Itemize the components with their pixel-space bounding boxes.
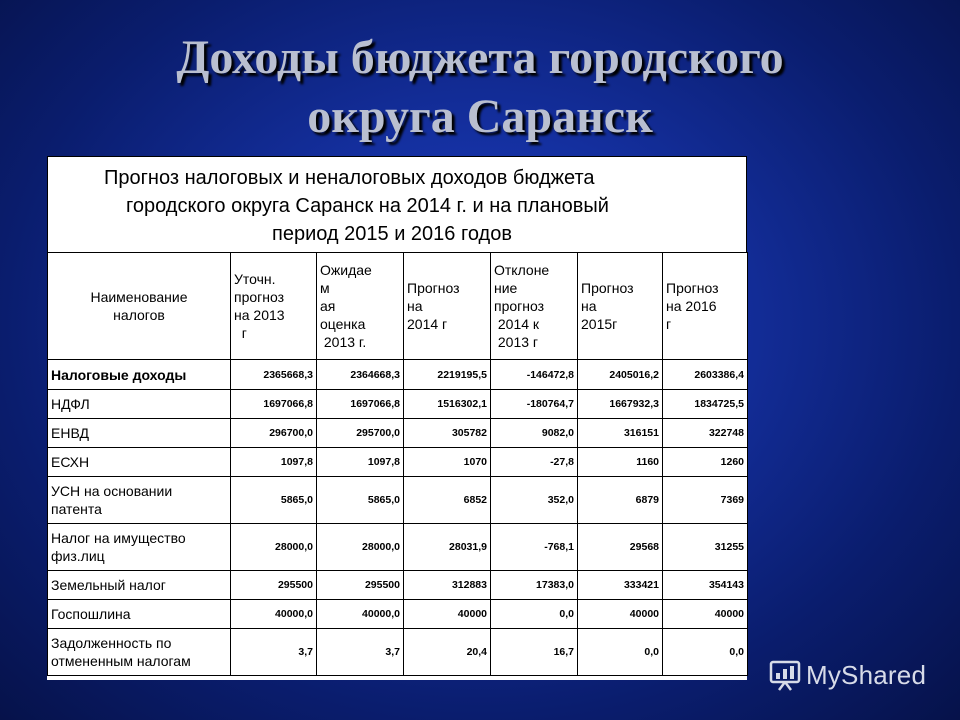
header-line: на — [407, 298, 423, 314]
header-line: Наименование — [90, 289, 188, 305]
value-cell: 2365668,3 — [231, 360, 317, 390]
table-caption — [47, 156, 747, 253]
header-tax-name — [48, 253, 231, 360]
table-row — [48, 360, 748, 390]
value-cell: 28031,9 — [404, 524, 491, 571]
value-cell: 295500 — [317, 571, 404, 600]
header-line: прогноз — [234, 289, 285, 305]
value-cell: 1516302,1 — [404, 390, 491, 419]
value-cell: 1097,8 — [231, 448, 317, 477]
header-row — [48, 253, 748, 360]
tax-name-cell — [48, 629, 231, 676]
value-cell: 7369 — [663, 477, 748, 524]
header-line: 2015г — [581, 316, 618, 332]
header-col-6 — [663, 253, 748, 360]
header-line: 2013 г — [494, 334, 539, 350]
value-cell: 1097,8 — [317, 448, 404, 477]
value-cell: 40000 — [404, 600, 491, 629]
value-cell: 28000,0 — [317, 524, 404, 571]
value-cell: 295700,0 — [317, 419, 404, 448]
value-cell: 295500 — [231, 571, 317, 600]
value-cell: 354143 — [663, 571, 748, 600]
forecast-sheet — [47, 156, 747, 680]
title-line-2: округа Саранск — [307, 90, 653, 143]
table-row — [48, 524, 748, 571]
tax-name-line: Госпошлина — [51, 606, 131, 622]
tax-name-cell — [48, 390, 231, 419]
value-cell: 0,0 — [578, 629, 663, 676]
header-line: г — [666, 316, 672, 332]
value-cell: 6879 — [578, 477, 663, 524]
presentation-board-icon — [768, 658, 802, 692]
header-col-1 — [231, 253, 317, 360]
header-col-2 — [317, 253, 404, 360]
header-line: Уточн. — [234, 271, 276, 287]
value-cell: 3,7 — [231, 629, 317, 676]
value-cell: 322748 — [663, 419, 748, 448]
table-row — [48, 419, 748, 448]
table-row — [48, 477, 748, 524]
header-line: на 2016 — [666, 298, 717, 314]
slide-title — [0, 28, 960, 147]
table-row — [48, 629, 748, 676]
value-cell: 2603386,4 — [663, 360, 748, 390]
value-cell: 40000 — [578, 600, 663, 629]
value-cell: 1160 — [578, 448, 663, 477]
watermark-text: MyShared — [806, 659, 927, 690]
tax-name-line: физ.лиц — [51, 548, 105, 564]
header-line: Отклоне — [494, 262, 550, 278]
value-cell: 352,0 — [491, 477, 578, 524]
header-col-5 — [578, 253, 663, 360]
value-cell: 2219195,5 — [404, 360, 491, 390]
tax-name-line: НДФЛ — [51, 396, 90, 412]
header-col-3 — [404, 253, 491, 360]
tax-name-cell — [48, 477, 231, 524]
value-cell: 0,0 — [663, 629, 748, 676]
value-cell: 6852 — [404, 477, 491, 524]
header-line: на 2013 — [234, 307, 285, 323]
value-cell: 305782 — [404, 419, 491, 448]
value-cell: -180764,7 — [491, 390, 578, 419]
header-line: 2013 г. — [320, 334, 367, 350]
value-cell: 1697066,8 — [231, 390, 317, 419]
header-col-4 — [491, 253, 578, 360]
tax-name-line: отмененным налогам — [51, 653, 191, 669]
tax-name-cell — [48, 448, 231, 477]
tax-name-cell — [48, 419, 231, 448]
value-cell: 333421 — [578, 571, 663, 600]
header-line: м — [320, 280, 330, 296]
value-cell: 1667932,3 — [578, 390, 663, 419]
value-cell: 31255 — [663, 524, 748, 571]
value-cell: 1070 — [404, 448, 491, 477]
caption-line-1: Прогноз налоговых и неналоговых доходов бюджета — [104, 167, 595, 189]
tax-name-line: УСН на основании — [51, 483, 173, 499]
revenue-table — [47, 252, 748, 676]
value-cell: 17383,0 — [491, 571, 578, 600]
tax-name-line: Налоговые доходы — [51, 366, 187, 383]
value-cell: 5865,0 — [231, 477, 317, 524]
value-cell: 28000,0 — [231, 524, 317, 571]
header-line: 2014 г — [407, 316, 448, 332]
table-row — [48, 600, 748, 629]
tax-name-cell — [48, 524, 231, 571]
header-line: Прогноз — [666, 280, 719, 296]
value-cell: 1260 — [663, 448, 748, 477]
tax-name-line: Налог на имущество — [51, 530, 186, 546]
value-cell: 312883 — [404, 571, 491, 600]
value-cell: 2405016,2 — [578, 360, 663, 390]
value-cell: 3,7 — [317, 629, 404, 676]
value-cell: 40000,0 — [231, 600, 317, 629]
tax-name-cell — [48, 360, 231, 390]
table-row — [48, 571, 748, 600]
tax-name-line: Земельный налог — [51, 577, 166, 593]
value-cell: 0,0 — [491, 600, 578, 629]
header-line: налогов — [113, 307, 165, 323]
value-cell: 316151 — [578, 419, 663, 448]
header-line: Прогноз — [407, 280, 460, 296]
value-cell: 5865,0 — [317, 477, 404, 524]
tax-name-cell — [48, 571, 231, 600]
value-cell: 29568 — [578, 524, 663, 571]
header-line: оценка — [320, 316, 366, 332]
myshared-logo — [768, 656, 926, 694]
value-cell: 40000,0 — [317, 600, 404, 629]
value-cell: 296700,0 — [231, 419, 317, 448]
value-cell: 16,7 — [491, 629, 578, 676]
tax-name-cell — [48, 600, 231, 629]
value-cell: 1697066,8 — [317, 390, 404, 419]
caption-line-2: городского округа Саранск на 2014 г. и на плановый — [126, 195, 609, 217]
header-line: на — [581, 298, 597, 314]
table-row — [48, 390, 748, 419]
tax-name-line: ЕСХН — [51, 454, 90, 470]
header-line: прогноз — [494, 298, 545, 314]
table-row — [48, 448, 748, 477]
header-line: Ожидае — [320, 262, 372, 278]
value-cell: 9082,0 — [491, 419, 578, 448]
value-cell: -768,1 — [491, 524, 578, 571]
tax-name-line: ЕНВД — [51, 425, 89, 441]
header-line: 2014 к — [494, 316, 540, 332]
title-line-1: Доходы бюджета городского — [176, 31, 784, 84]
tax-name-line: Задолженность по — [51, 635, 172, 651]
value-cell: 2364668,3 — [317, 360, 404, 390]
header-line: Прогноз — [581, 280, 634, 296]
value-cell: -146472,8 — [491, 360, 578, 390]
value-cell: 20,4 — [404, 629, 491, 676]
caption-line-3: период 2015 и 2016 годов — [272, 223, 512, 245]
value-cell: 1834725,5 — [663, 390, 748, 419]
tax-name-line: патента — [51, 501, 102, 517]
header-line: ние — [494, 280, 518, 296]
value-cell: -27,8 — [491, 448, 578, 477]
header-line: ая — [320, 298, 336, 314]
header-line: г — [234, 325, 247, 341]
value-cell: 40000 — [663, 600, 748, 629]
